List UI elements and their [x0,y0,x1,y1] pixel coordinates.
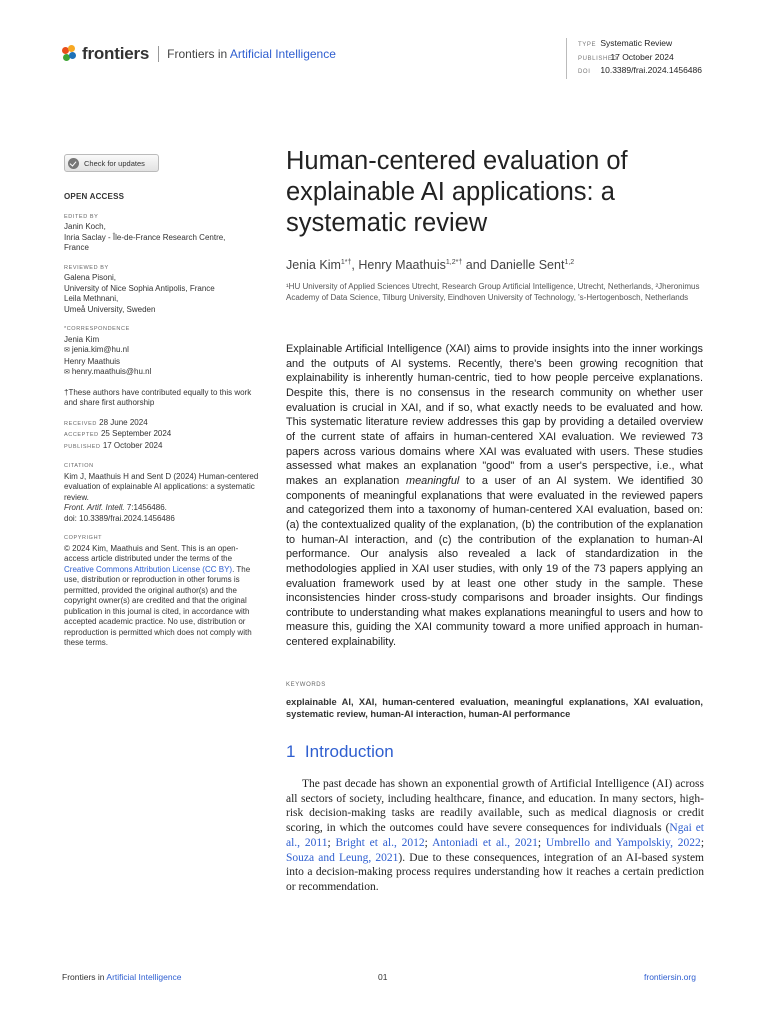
author-name[interactable]: Henry Maathuis [358,258,446,272]
intro-paragraph: The past decade has shown an exponential growth of Artificial Intelligence (AI) across all sectors of society, including healthcare, finance, and education. In many sectors, high-risk decision-making tasks are readily available, such as medical diagnosis or credit scoring, in which the outcomes could have severe consequences for individuals (Ngai et al., 2011; Bright et al., 2012; Antoniadi et al., 2021; Umbrello and Yampolskiy, 2022; Souza and Leung, 2021). Due to these consequences, integration of an AI-based system into a decision-making process requires understanding how it reaches a certain prediction or recommendation. [286,778,705,893]
frontiers-logo[interactable] [62,44,336,64]
reviewer-line: Umeå University, Sweden [64,304,156,314]
site-link[interactable]: frontiersin.org [644,972,696,982]
checkmark-icon [68,158,79,169]
article-title: Human-centered evaluation of explainable AI applications: a systematic review [286,147,628,237]
reference-link[interactable]: Souza and Leung, 2021 [286,851,399,864]
correspondent-name: Jenia Kim [64,334,100,344]
received-date: 28 June 2024 [99,417,148,427]
reviewer-line: Leila Methnani, [64,294,119,303]
header-divider [158,46,159,62]
citation: Kim J, Maathuis H and Sent D (2024) Human-centered evaluation of explainable AI applications: a systematic review. Front. Artif. Intell. 7:1456486. doi: 10.3389/frai.2024.1456486 [64,471,259,523]
published-date-side: 17 October 2024 [102,440,163,450]
citation-doi[interactable]: doi: 10.3389/frai.2024.1456486 [64,513,175,523]
article-meta: TYPE Systematic Review PUBLISHED 17 October 2024 DOI 10.3389/frai.2024.1456486 [566,38,702,79]
accepted-date: 25 September 2024 [100,429,172,438]
brand-name: frontiers [82,44,150,63]
article-type: Systematic Review [600,38,673,48]
author-name[interactable]: Jenia Kim [286,258,341,272]
license-link[interactable]: Creative Commons Attribution License (CC BY) [64,564,233,574]
equal-contribution-note: †These authors have contributed equally to this work and share first authorship [64,387,252,407]
sidebar [64,192,260,649]
correspondent-name: Henry Maathuis [64,356,121,366]
reference-link[interactable]: Ngai et al., 2011 [286,822,704,849]
keywords: explainable AI, XAI, human-centered evaluation, meaningful explanations, XAI evaluation, systematic review, human-AI interaction, human-AI performance [286,697,703,719]
abstract: Explainable Artificial Intelligence (XAI) aims to provide insights into the inner workings and the outputs of AI systems. Recently, there's been growing recognition that explainability is inherently human-centric, tied to how people perceive explanations. Despite this, there is no consensus in the research community on whether user evaluation is crucial in XAI, and if so, what exactly needs to be evaluated and how. This systematic literature review addresses this gap by providing a detailed overview of the current state of affairs in human-centered XAI evaluation. We reviewed 73 papers across various domains where XAI was evaluated with users. These studies assessed what makes an explanation "good" from a user's perspective, i.e., what makes an explanation meaningful to a user of an AI system. We identified 30 components of meaningful explanations that were evaluated in the reviewed papers and categorized them into a taxonomy of human-centered XAI evaluation, based on: (a) the contextualized quality of the explanation, (b) the contribution of the explanation to human-AI interaction, and (c) the contribution of the explanation to human-AI performance. Our analysis also revealed a lack of standardization in the methodologies applied in XAI user studies, with only 19 of the 73 papers applying an evaluation framework used by at least one other study in the sample. These inconsistencies hinder cross-study comparisons and broader insights. Our findings contribute to understanding what makes explanations meaningful to users and how to measure this, guiding the XAI community toward a more unified approach in human-centered explainability. [286,343,703,649]
check-for-updates-button[interactable]: Check for updates [64,154,159,172]
dates: RECEIVED 28 June 2024 ACCEPTED 25 September 2024 PUBLISHED 17 October 2024 [64,417,172,450]
reference-link[interactable]: Bright et al., 2012 [335,836,425,849]
journal-name[interactable]: Frontiers in Artificial Intelligence [167,47,336,61]
email-link[interactable]: ✉ henry.maathuis@hu.nl [64,367,260,379]
correspondence-label: *CORRESPONDENCE [64,326,130,332]
open-access-label: OPEN ACCESS [64,192,125,201]
frontiers-logo-icon [62,45,78,63]
reference-link[interactable]: Antoniadi et al., 2021 [432,836,538,849]
editor-line: France [64,243,89,252]
reviewer-line: University of Nice Sophia Antipolis, France [64,283,215,293]
page-number: 01 [378,972,388,982]
footer-journal[interactable]: Frontiers in Artificial Intelligence [62,972,182,982]
citation-label: CITATION [64,463,94,469]
copyright-text: © 2024 Kim, Maathuis and Sent. This is an open-access article distributed under the terms of the Creative Commons Attribution License (CC BY). The use, distribution or reproduction in other forums is permitted, provided the original author(s) and the copyright owner(s) are credited and that the original publication in this journal is cited, in accordance with accepted academic practice. No use, distribution or reproduction is permitted which does not comply with these terms. [64,543,252,647]
reviewed-by-label: REVIEWED BY [64,264,109,271]
keywords-label: KEYWORDS [286,682,326,688]
copyright-label: COPYRIGHT [64,535,103,541]
edited-by-label: EDITED BY [64,213,99,220]
doi-link[interactable]: 10.3389/frai.2024.1456486 [600,65,702,75]
reviewer-line: Galena Pisoni, [64,273,117,282]
section-heading: 1 Introduction [286,742,394,761]
reference-link[interactable]: Umbrello and Yampolskiy, 2022 [545,836,701,849]
email-link[interactable]: ✉ jenia.kim@hu.nl [64,345,260,357]
affiliations: ¹HU University of Applied Sciences Utrecht, Research Group Artificial Intelligence, Utrecht, Netherlands, ²Jheronimus Academy of Data Science, Tilburg University, Eindhoven University of Technology, 's-Hertogenbosch, Netherlands [286,282,700,302]
editor-line: Inria Saclay - Île-de-France Research Centre, [64,232,226,242]
editor-line: Janin Koch, [64,222,106,231]
author-name[interactable]: Danielle Sent [490,258,565,272]
published-date: 17 October 2024 [610,51,674,62]
author-list: Jenia Kim$^{1*\dagger}$, Henry Maathuis$^{1,2*\dagger}$ and Danielle Sent$^{1,2}$ [286,258,575,272]
